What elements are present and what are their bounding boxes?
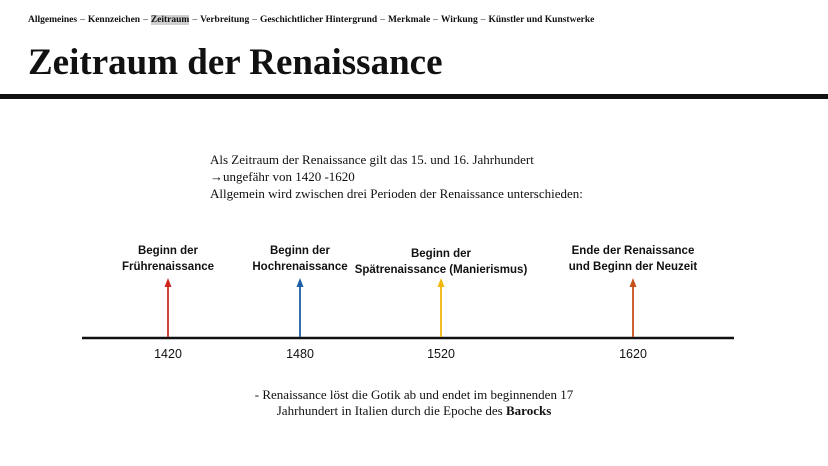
arrow-head-icon	[438, 278, 445, 287]
arrow-head-icon	[630, 278, 637, 287]
arrow-head-icon	[297, 278, 304, 287]
nav-item-4[interactable]: Geschichtlicher Hintergrund	[259, 15, 378, 25]
intro-line-1: Als Zeitraum der Renaissance gilt das 15. und 16. Jahrhundert	[210, 152, 534, 167]
note-line-2	[0, 403, 828, 419]
nav-separator: –	[433, 15, 438, 25]
period-label-1: Beginn der Hochrenaissance	[252, 245, 348, 273]
year-label-1: 1480	[286, 347, 314, 361]
note-line-2-text: Jahrhundert in Italien durch die Epoche des	[276, 403, 506, 418]
year-label-2: 1520	[427, 347, 455, 361]
period-label-2: Beginn der Spätrenaissance (Manierismus)	[354, 248, 528, 276]
nav-item-3[interactable]: Verbreitung	[200, 15, 250, 25]
nav-item-6[interactable]: Wirkung	[440, 15, 478, 25]
nav-separator: –	[252, 15, 257, 25]
nav-item-0[interactable]: Allgemeines	[28, 15, 78, 25]
arrow-head-icon	[165, 278, 172, 287]
page-title: Zeitraum der Renaissance	[28, 42, 443, 83]
nav-item-5[interactable]: Merkmale	[387, 15, 431, 25]
year-label-3: 1620	[619, 347, 647, 361]
nav-separator: –	[143, 15, 148, 25]
nav-item-7[interactable]: Künstler und Kunstwerke	[488, 15, 595, 25]
nav-separator: –	[480, 15, 486, 25]
nav-separator: –	[192, 15, 198, 25]
year-label-0: 1420	[154, 347, 182, 361]
closing-note	[0, 387, 828, 419]
note-baroque: Barocks	[505, 403, 552, 418]
nav-item-2[interactable]: Zeitraum	[150, 15, 190, 25]
nav-item-1[interactable]: Kennzeichen	[87, 15, 141, 25]
nav-separator: –	[80, 15, 85, 25]
intro-line-3: Allgemein wird zwischen drei Perioden der Renaissance unterschieden:	[210, 186, 583, 201]
period-label-0: Beginn der Frührenaissance	[121, 245, 215, 273]
intro-line-2-text: ungefähr von 1420 -1620	[223, 169, 355, 184]
period-label-3: Ende der Renaissance und Beginn der Neuzeit	[568, 245, 698, 273]
note-line-1: - Renaissance löst die Gotik ab und endet im beginnenden 17	[254, 387, 574, 402]
nav-separator: –	[380, 15, 385, 25]
right-arrow-icon: →	[210, 169, 223, 184]
